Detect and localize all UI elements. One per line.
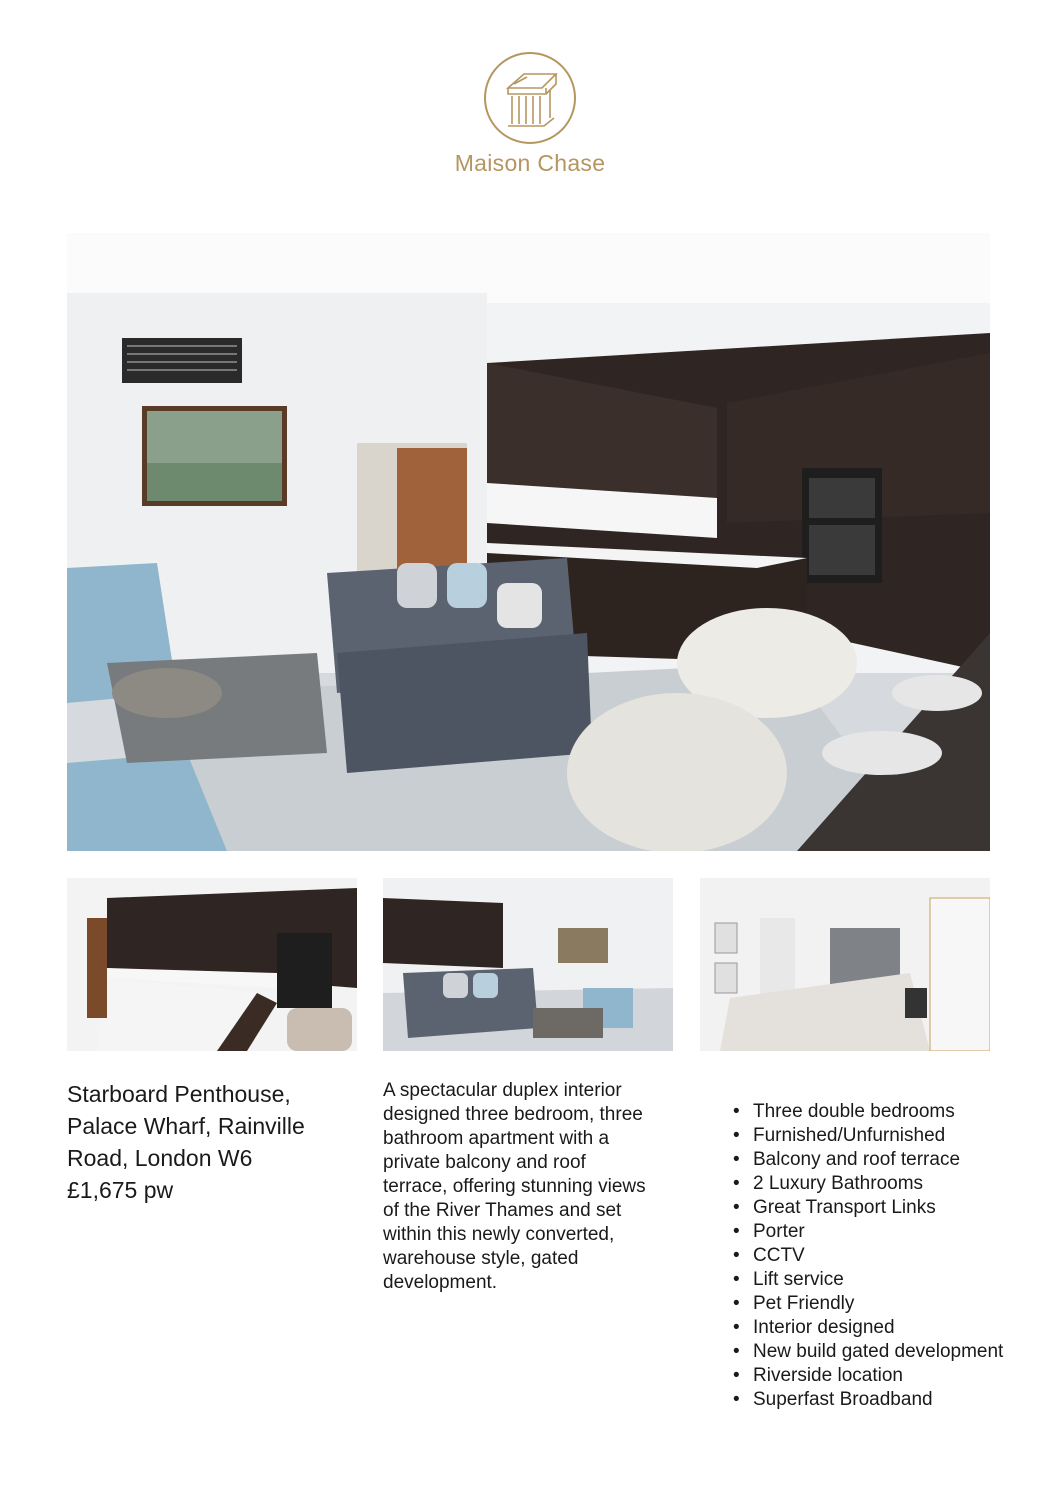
description-line: within this newly converted,	[383, 1224, 615, 1245]
maison-chase-emblem-icon	[480, 48, 580, 148]
feature-list	[733, 1100, 1033, 1412]
feature-item: • Porter	[733, 1220, 1033, 1244]
feature-item: • 2 Luxury Bathrooms	[733, 1172, 1033, 1196]
feature-item: • Furnished/Unfurnished	[733, 1124, 1033, 1148]
feature-item: • Interior designed	[733, 1316, 1033, 1340]
bedroom-thumbnail	[700, 878, 990, 1051]
description-line: private balcony and roof	[383, 1152, 586, 1173]
feature-item: • New build gated development	[733, 1340, 1033, 1364]
title-line: Road, London W6	[67, 1145, 253, 1171]
brand-name: Maison Chase	[454, 150, 606, 176]
feature-item: • Pet Friendly	[733, 1292, 1033, 1316]
feature-item: • Superfast Broadband	[733, 1388, 1033, 1412]
description-line: terrace, offering stunning views	[383, 1176, 646, 1197]
living-room-thumbnail	[383, 878, 673, 1051]
hero-photo	[67, 233, 990, 851]
feature-item: • Great Transport Links	[733, 1196, 1033, 1220]
property-price: £1,675 pw	[67, 1177, 174, 1203]
property-title	[67, 1078, 357, 1206]
property-description	[383, 1079, 683, 1295]
description-line: warehouse style, gated	[383, 1248, 579, 1269]
kitchen-thumbnail	[67, 878, 357, 1051]
feature-item: • Balcony and roof terrace	[733, 1148, 1033, 1172]
feature-item: • Three double bedrooms	[733, 1100, 1033, 1124]
brand-logo	[440, 48, 620, 188]
title-line: Starboard Penthouse,	[67, 1081, 291, 1107]
description-line: A spectacular duplex interior	[383, 1080, 622, 1101]
description-line: bathroom apartment with a	[383, 1128, 610, 1149]
description-line: designed three bedroom, three	[383, 1104, 643, 1125]
feature-item: • Riverside location	[733, 1364, 1033, 1388]
feature-item: • Lift service	[733, 1268, 1033, 1292]
description-line: of the River Thames and set	[383, 1200, 622, 1221]
title-line: Palace Wharf, Rainville	[67, 1113, 305, 1139]
feature-item: • CCTV	[733, 1244, 1033, 1268]
description-line: development.	[383, 1272, 498, 1293]
